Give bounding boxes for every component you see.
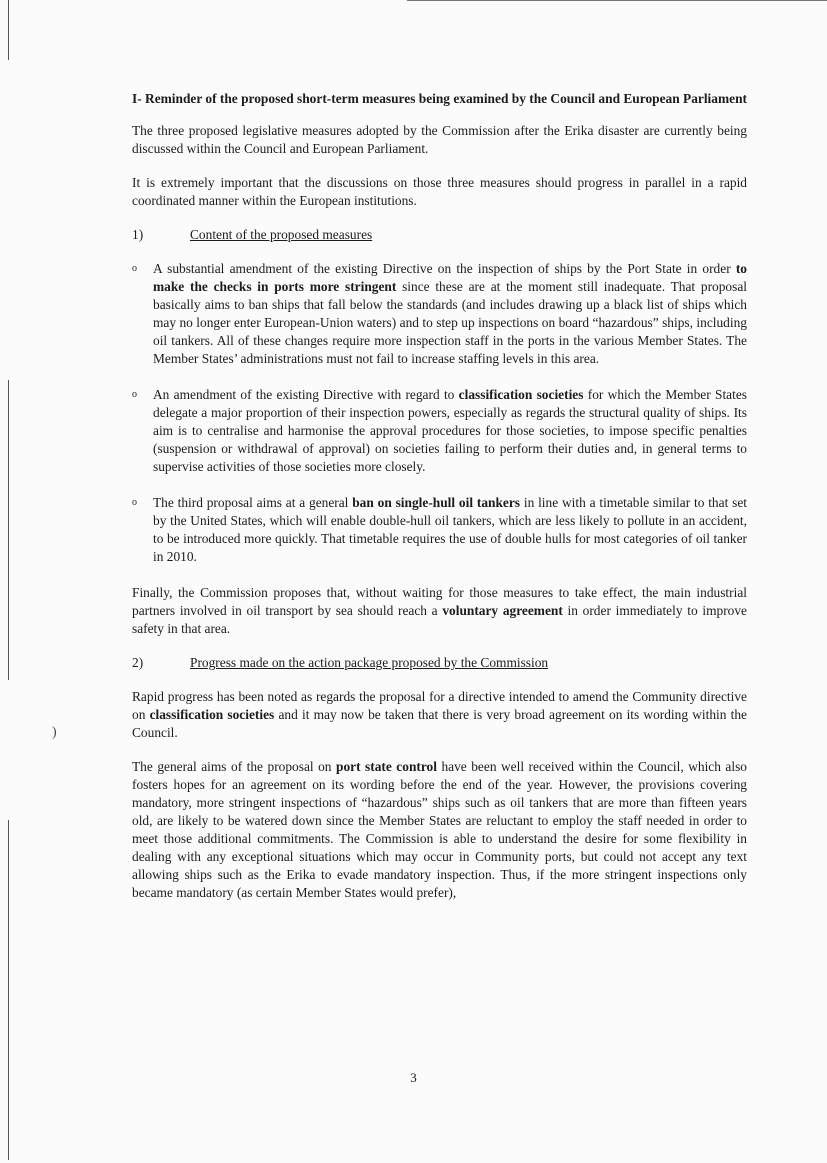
page-number: 3 [410,1070,417,1085]
scan-edge-line [8,380,9,680]
list-item: o A substantial amendment of the existing Directive on the inspection of ships by the Port State in order to make the checks in ports more stringent since these are at the moment still inadequate. That proposal basically aims to ban ships that fall below the standards (and includes drawing up a black list of ships which may no longer enter European-Union waters) and to step up inspections on board “hazardous” ships, including oil tankers. All of these changes require more inspection staff in the ports in the various Member States. The Member States’ administrations must not fail to increase staffing levels in this area. [132,261,748,366]
paragraph: Finally, the Commission proposes that, without waiting for those measures to take effect, the main industrial partners involved in oil transport by sea should reach a voluntary agreement in order immediately to improve safety in that area. [132,585,747,636]
margin-mark: ) [52,725,57,740]
subsection-text: Content of the proposed measures [190,227,373,242]
list-item: o The third proposal aims at a general ban on single-hull oil tankers in line with a timetable similar to that set by the United States, which will enable double-hull oil tankers, which are less likely to pollute in an accident, to be introduced more quickly. That timetable requires the use of double hulls for most categories of oil tanker in 2010. [132,495,747,564]
measures-list [132,260,747,566]
bullet-icon: o [132,263,137,274]
subsection-number: 1) [132,227,144,242]
scan-edge-line [8,820,9,1160]
paragraph: It is extremely important that the discussions on those three measures should progress in parallel in a rapid coordinated manner within the European institutions. [132,175,747,208]
subsection-title-2 [132,654,747,672]
bullet-icon: o [132,389,137,400]
scan-edge-line [8,0,9,60]
subsection-title-1 [132,226,747,244]
section-heading: I- Reminder of the proposed short-term measures being examined by the Council and European Parliament [132,91,747,106]
bullet-icon: o [132,497,137,508]
document-page [132,90,747,918]
paragraph: The three proposed legislative measures adopted by the Commission after the Erika disaster are currently being discussed within the Council and European Parliament. [132,123,747,156]
paragraph: The general aims of the proposal on port state control have been well received within the Council, which also fosters hopes for an agreement on its wording before the end of the year. However, the provisions covering mandatory, more stringent inspections of “hazardous” ships such as oil tankers that are more than fifteen years old, are likely to be watered down since the Member States are reluctant to employ the staff needed in order to meet those additional commitments. The Commission is able to understand the desire for some flexibility in dealing with any exceptional situations which may occur in Community ports, but could not accept any text allowing ships such as the Erika to evade mandatory inspection. Thus, if the more stringent inspections only became mandatory (as certain Member States would prefer), [132,759,747,900]
subsection-number: 2) [132,655,144,670]
list-item: o An amendment of the existing Directive with regard to classification societies for which the Member States delegate a major proportion of their inspection powers, especially as regards the structural quality of ships. Its aim is to centralise and harmonise the approval procedures for those societies, to impose specific penalties (suspension or withdrawal of approval) on societies failing to perform their duties and, in general terms to supervise activities of those societies more closely. [132,387,747,474]
subsection-text: Progress made on the action package proposed by the Commission [190,655,549,670]
paragraph: Rapid progress has been noted as regards the proposal for a directive intended to amend the Community directive on classification societies and it may now be taken that there is very broad agreement on its wording within the Council. [132,689,747,740]
top-edge-line [407,0,827,1]
